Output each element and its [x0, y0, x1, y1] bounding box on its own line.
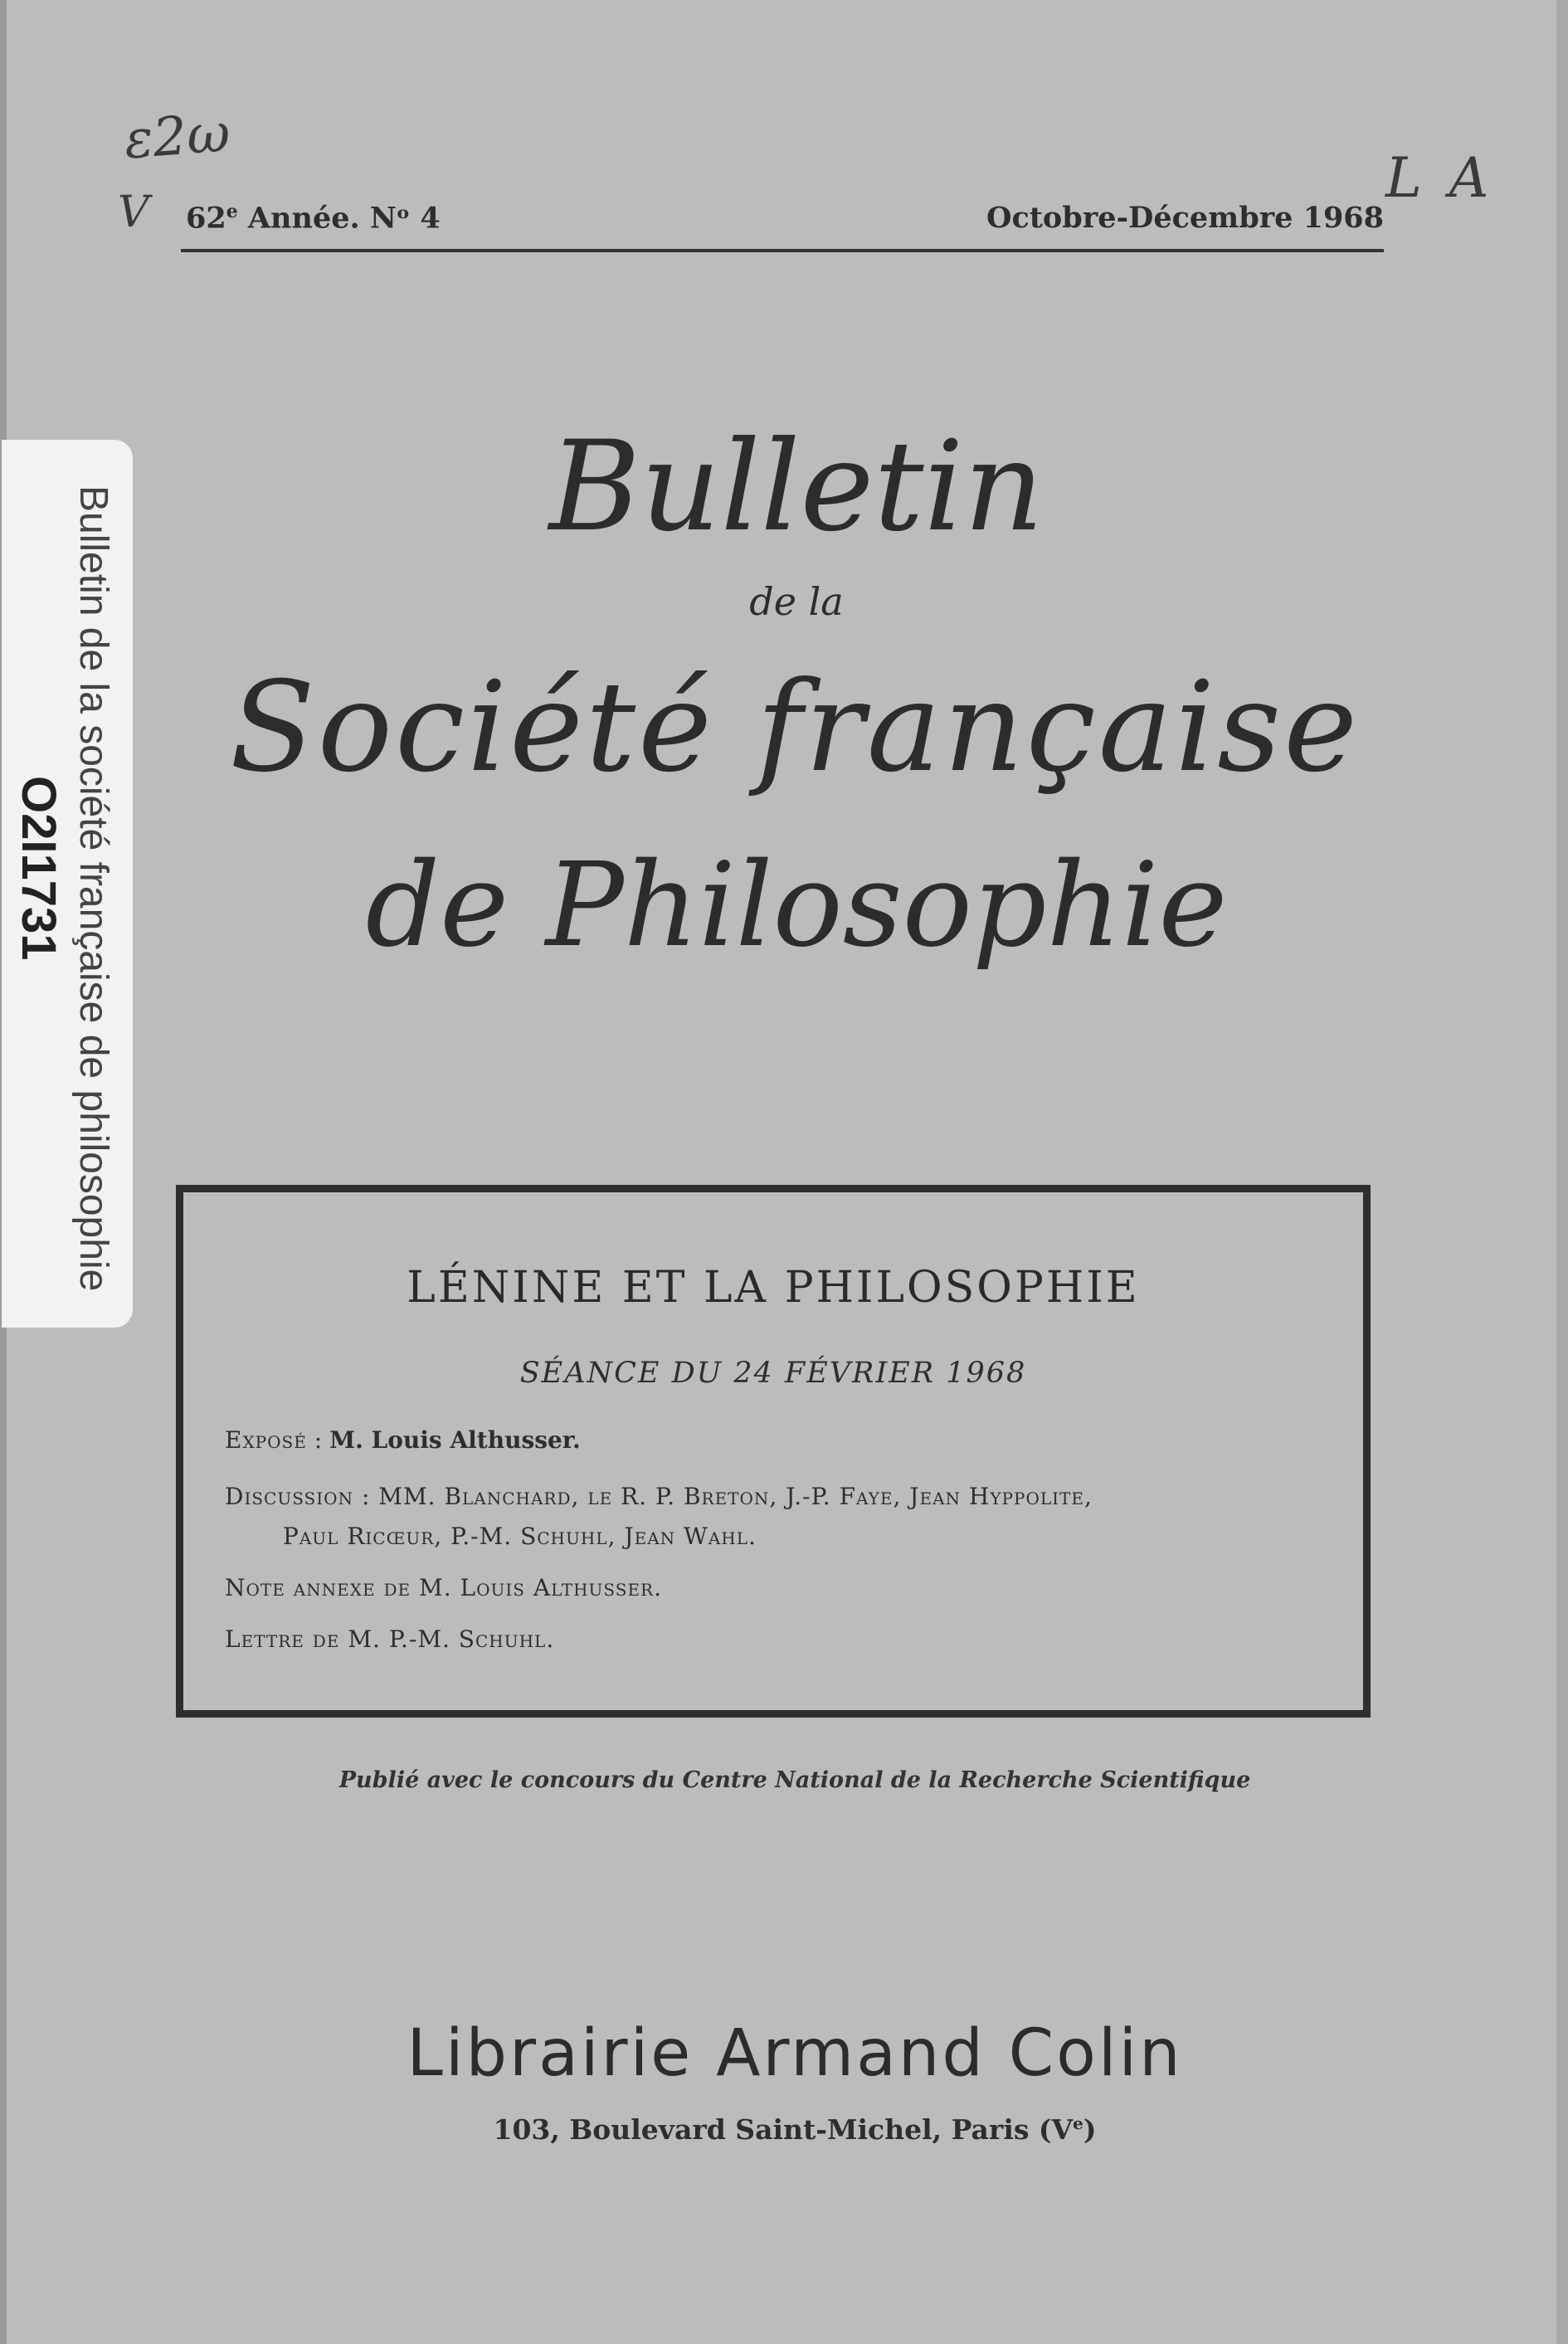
title-bulletin: Bulletin — [548, 415, 1045, 559]
spine-label-code: O2I1731 — [12, 776, 66, 961]
publisher-address — [181, 2113, 1409, 2146]
title-societe-francaise: Société française — [230, 655, 1360, 800]
expose-line — [225, 1426, 581, 1454]
handwritten-note-top-left: ɛ2ω — [122, 102, 232, 172]
lettre-author: de M. P.-M. Schuhl. — [304, 1625, 555, 1653]
note-annexe-label: Note annexe — [225, 1574, 376, 1601]
right-page-edge — [1556, 0, 1568, 2344]
handwritten-note-top-right: L A — [1385, 146, 1494, 210]
title-de-philosophie: de Philosophie — [365, 838, 1228, 973]
issue-number — [186, 201, 441, 236]
issue-header — [181, 197, 1384, 252]
title-de-la: de la — [749, 579, 844, 624]
expose-separator: : — [306, 1426, 330, 1454]
spine-label-title: Bulletin de la société française de philosophie — [71, 485, 115, 1292]
expose-person: M. Louis Althusser. — [329, 1426, 581, 1454]
publisher-name: Librairie Armand Colin — [407, 2016, 1183, 2091]
article-title: LÉNINE ET LA PHILOSOPHIE — [407, 1263, 1140, 1313]
contents-box — [176, 1185, 1371, 1718]
discussion-line-2: Paul Ricœur, P.-M. Schuhl, Jean Wahl. — [283, 1523, 757, 1550]
handwritten-check-mark: V — [118, 188, 149, 237]
address-arrondissement-suffix: e — [1073, 2113, 1083, 2133]
lettre-label: Lettre — [225, 1625, 304, 1653]
note-annexe-line — [225, 1574, 662, 1601]
issue-number-rest: Année. Nᵒ 4 — [237, 201, 441, 236]
session-date: SÉANCE DU 24 FÉVRIER 1968 — [519, 1357, 1027, 1390]
expose-label: Exposé — [225, 1426, 307, 1454]
address-main: 103, Boulevard Saint-Michel, Paris (V — [493, 2113, 1074, 2146]
issue-date: Octobre-Décembre 1968 — [986, 201, 1384, 235]
cnrs-credit: Publié avec le concours du Centre National de la Recherche Scientifique — [338, 1767, 1251, 1793]
note-annexe-author: de M. Louis Althusser. — [375, 1574, 662, 1601]
issue-ordinal-suffix: e — [226, 201, 238, 222]
discussion-line-1 — [225, 1483, 1093, 1510]
discussion-participants-1: : MM. Blanchard, le R. P. Breton, J.-P. Faye, Jean Hyppolite, — [353, 1483, 1093, 1510]
issue-year-number: 62 — [186, 201, 226, 236]
lettre-line — [225, 1625, 554, 1653]
discussion-label: Discussion — [225, 1483, 354, 1510]
address-end: ) — [1083, 2113, 1097, 2146]
